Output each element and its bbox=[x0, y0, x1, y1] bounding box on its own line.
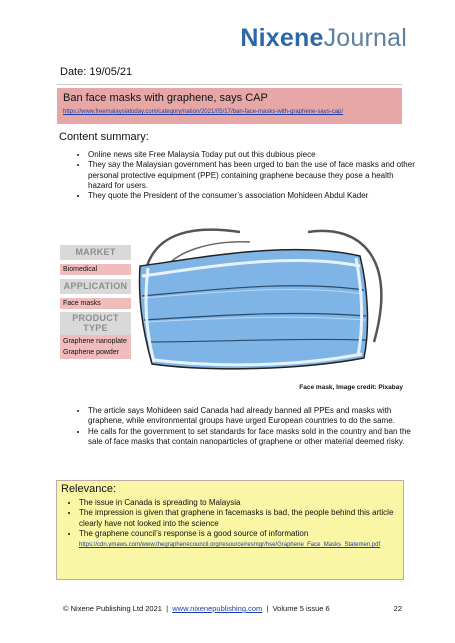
relevance-item bbox=[79, 529, 399, 550]
product-value-nanoplate: Graphene nanoplate bbox=[60, 335, 131, 347]
logo-word-journal: Journal bbox=[323, 24, 407, 52]
footer-separator: | bbox=[166, 604, 169, 613]
relevance-box bbox=[56, 480, 404, 580]
page-number: 22 bbox=[393, 604, 402, 613]
logo-word-nixene: Nixene bbox=[240, 24, 324, 52]
date-label: Date: 19/05/21 bbox=[60, 66, 133, 78]
footer-website-link[interactable]: www.nixenepublishing.com bbox=[172, 604, 263, 613]
relevance-title: Relevance: bbox=[61, 483, 117, 495]
category-sidebar bbox=[60, 245, 131, 359]
relevance-item: • The impression is given that graphene in facemasks is bad, the people behind this article clearly have not looked into the science bbox=[79, 508, 399, 529]
article-headline: Ban face masks with graphene, says CAP bbox=[63, 92, 268, 104]
summary-item: • Online news site Free Malaysia Today put out this dubious piece bbox=[88, 150, 416, 160]
footer-issue: Volume 5 issue 6 bbox=[272, 604, 330, 613]
mask-body bbox=[140, 250, 368, 369]
market-heading: MARKET bbox=[60, 245, 131, 260]
relevance-list bbox=[63, 498, 399, 550]
body-item: • He calls for the government to set standards for face masks sold in the country and ban the sale of face masks that contain nanoparticles of graphene or other material deemed risky. bbox=[88, 427, 418, 448]
footer-copyright: © Nixene Publishing Ltd 2021 bbox=[63, 604, 162, 613]
body-item: • The article says Mohideen said Canada had already banned all PPEs and masks with graphene, while environmental groups have urged European countries to do the same. bbox=[88, 406, 418, 427]
product-type-heading: PRODUCT TYPE bbox=[60, 312, 131, 335]
application-value: Face masks bbox=[60, 298, 131, 309]
summary-list bbox=[72, 150, 416, 201]
relevance-item: • The issue in Canada is spreading to Malaysia bbox=[79, 498, 399, 508]
summary-item: • They say the Malaysian government has been urged to ban the use of face masks and other personal protective equipment (PPE) containing graphene because they pose a health hazard for users. bbox=[88, 160, 416, 191]
relevance-item-text: The graphene council’s response is a good source of information bbox=[79, 528, 309, 538]
headline-box bbox=[57, 88, 402, 124]
journal-logo bbox=[240, 24, 407, 52]
page-footer bbox=[63, 604, 330, 613]
source-link[interactable]: https://www.freemalaysiatoday.com/category/nation/2021/05/17/ban-face-masks-with-graphene-says-cap/ bbox=[63, 109, 344, 115]
market-value: Biomedical bbox=[60, 264, 131, 275]
summary-item: • They quote the President of the consumer’s association Mohideen Abdul Kader bbox=[88, 191, 416, 201]
face-mask-image bbox=[130, 218, 402, 378]
image-caption: Face mask, Image credit: Pixabay bbox=[299, 384, 403, 391]
application-heading: APPLICATION bbox=[60, 279, 131, 294]
date-bar bbox=[57, 64, 402, 85]
product-value-powder: Graphene powder bbox=[60, 347, 131, 359]
summary-title: Content summary: bbox=[59, 131, 149, 143]
graphene-council-link[interactable]: https://cdn.ymaws.com/www.thegraphenecouncil.org/resource/resmgr/hse/Graphene_Face_Masks_Statemen.pdf bbox=[79, 542, 381, 549]
body-list bbox=[72, 406, 418, 447]
footer-separator: | bbox=[266, 604, 269, 613]
